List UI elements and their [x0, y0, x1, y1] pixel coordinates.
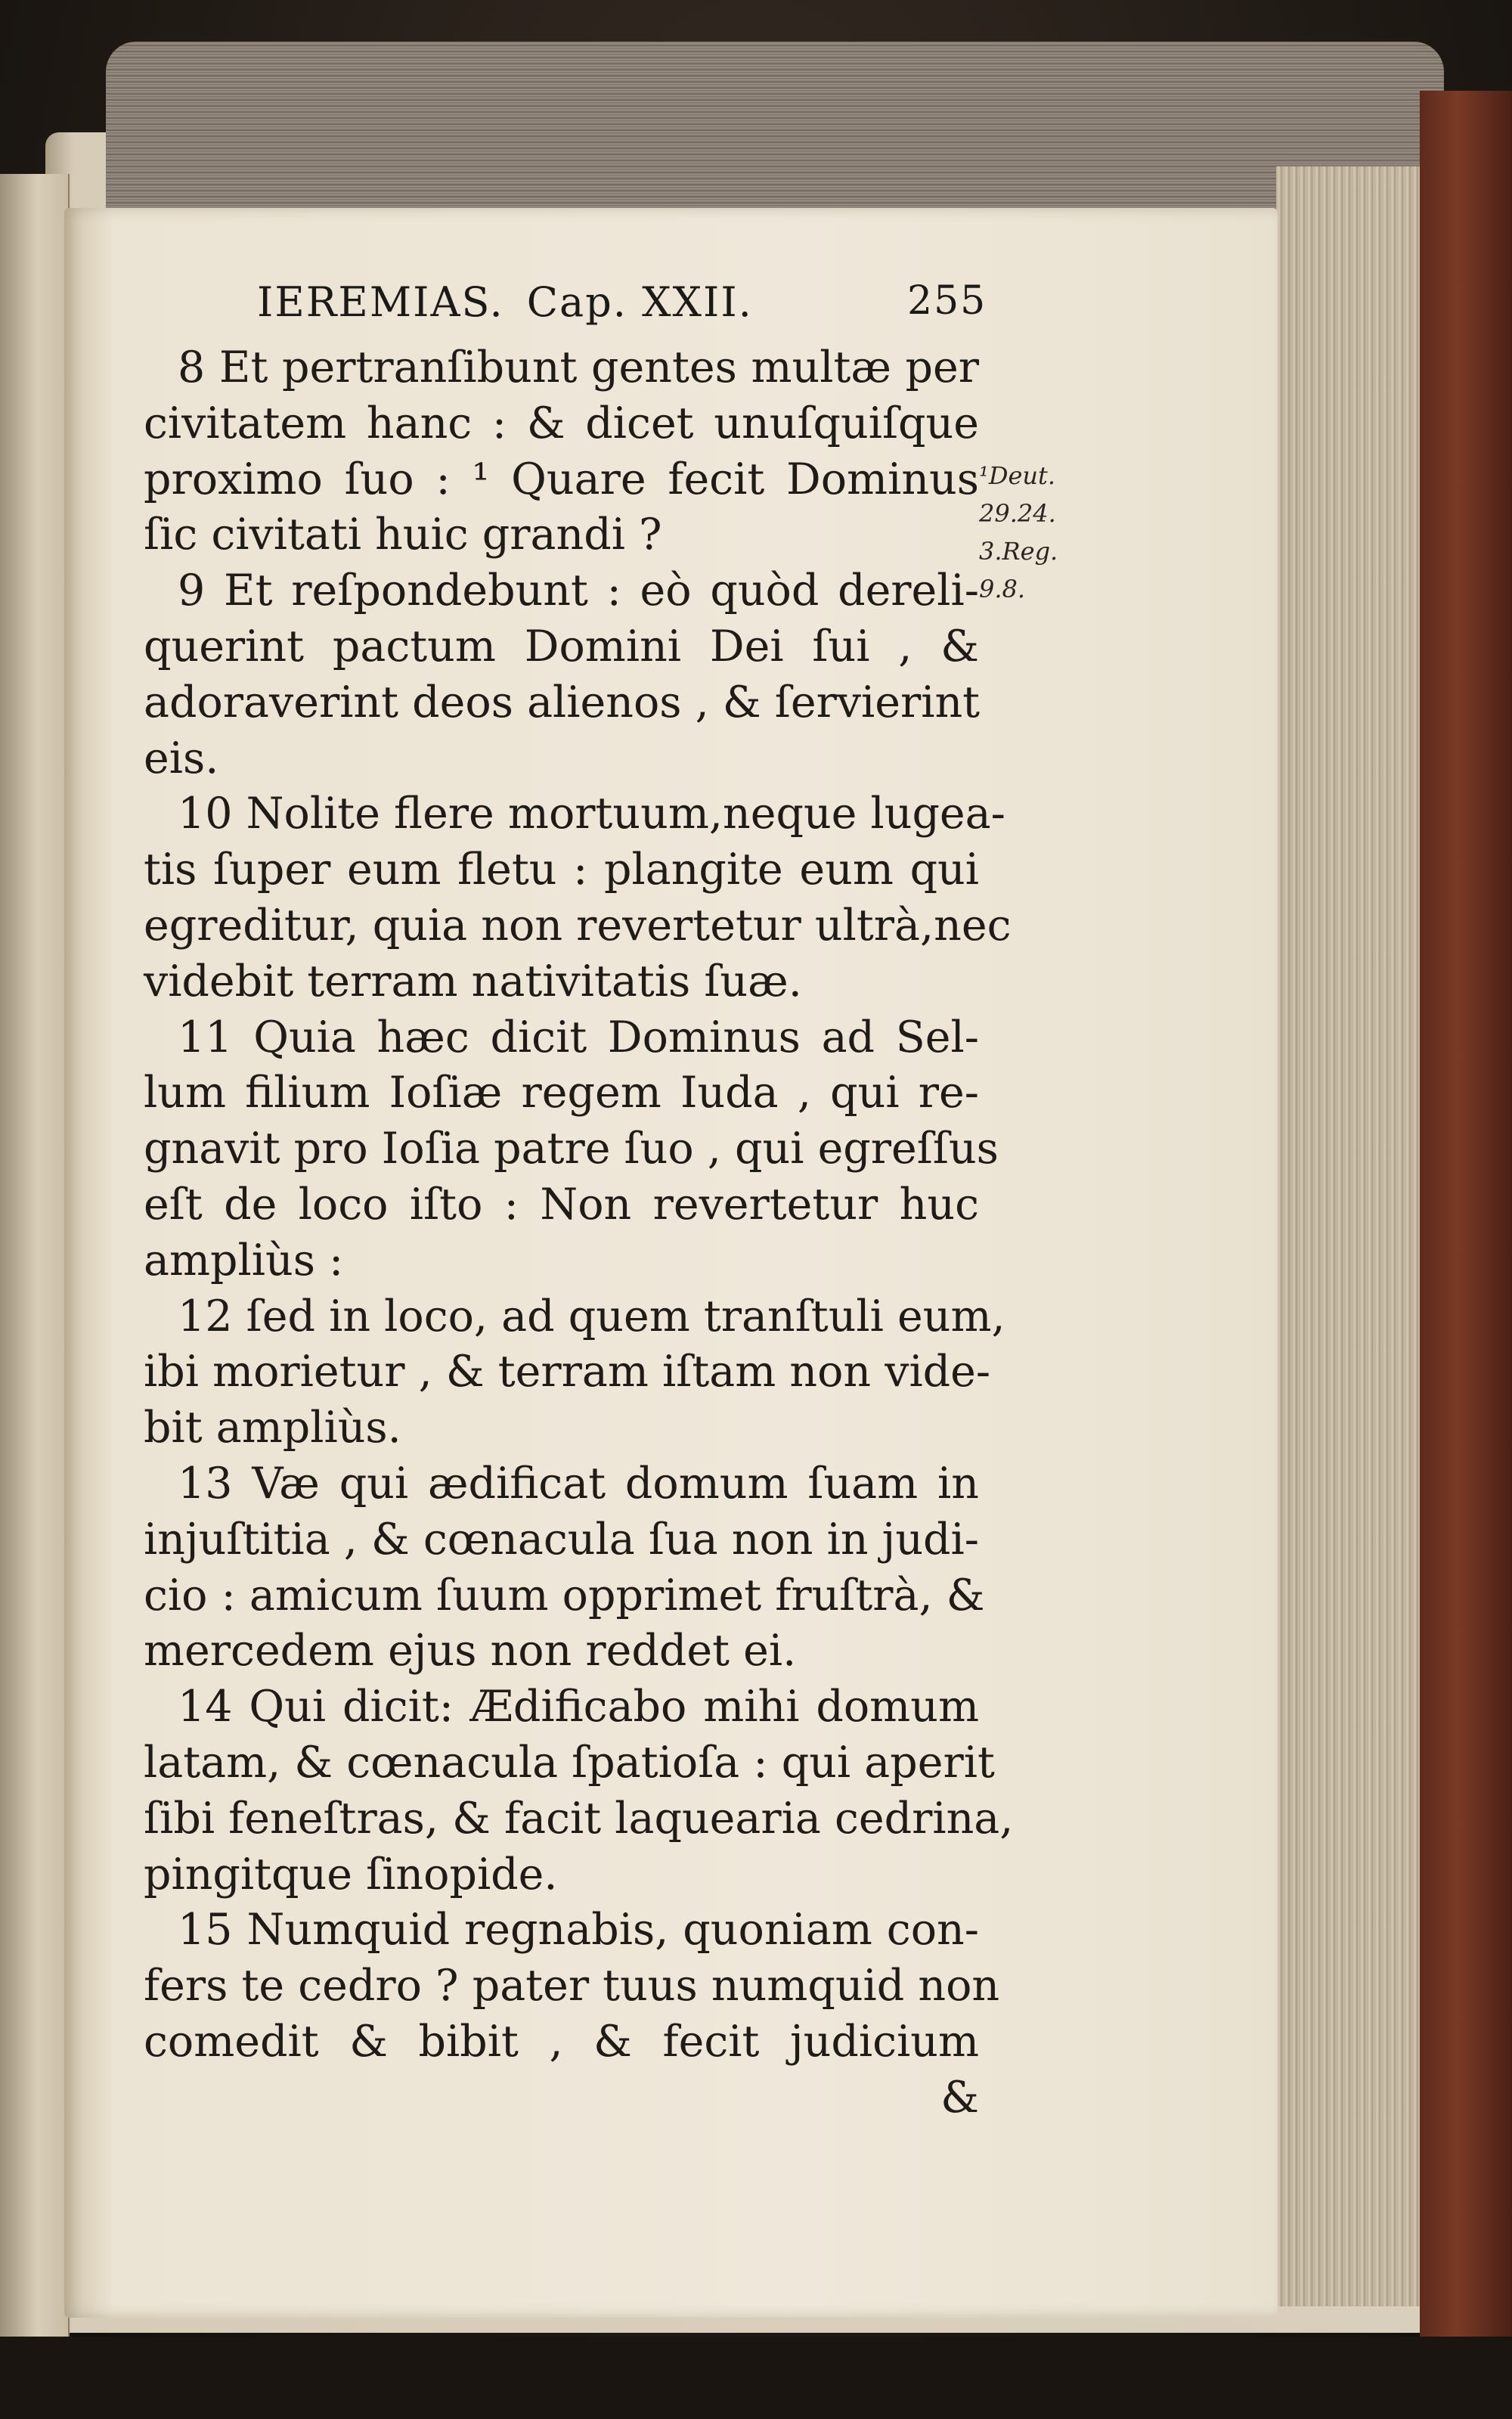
text-line: tis ſuper eum fletu : plangite eum qui	[144, 845, 979, 895]
text-line: 10 Nolite flere mortuum,neque lugea-	[178, 789, 1005, 839]
text-line: eis.	[144, 733, 219, 783]
text-line: ibi morietur , & terram iſtam non vide-	[144, 1347, 991, 1397]
text-line: comedit & bibit , & fecit judicium	[144, 2016, 979, 2067]
text-line: latam, & cœnacula ſpatioſa : qui aperit	[144, 1737, 995, 1788]
text-line: querint pactum Domini Dei ſui , &	[144, 621, 979, 671]
text-line: proximo ſuo : ¹ Quare fecit Dominus	[144, 454, 979, 504]
text-line: ampliùs :	[144, 1235, 344, 1285]
text-line: mercedem ejus non reddet ei.	[144, 1626, 797, 1676]
text-line: 14 Qui dicit: Ædificabo mihi domum	[178, 1682, 979, 1732]
margin-note: 3.Reg.	[979, 537, 1058, 566]
page-fore-edge	[1276, 166, 1420, 2306]
text-line: fers te cedro ? pater tuus numquid non	[144, 1961, 1000, 2011]
text-line: 8 Et pertranſibunt gentes multæ per	[178, 343, 979, 392]
text-line: civitatem hanc : & dicet unuſquiſque	[144, 398, 979, 448]
text-line: eſt de loco iſto : Non revertetur huc	[144, 1179, 979, 1230]
running-header-chapter: Cap. XXII.	[526, 278, 753, 326]
text-line: lum filium Ioſiæ regem Iuda , qui re-	[144, 1068, 979, 1118]
text-line: egreditur, quia non revertetur ultrà,nec	[144, 900, 1012, 951]
text-line: cio : amicum ſuum opprimet fruſtrà, &	[144, 1570, 985, 1620]
margin-note: 29.24.	[979, 499, 1056, 528]
text-line: injuſtitia , & cœnacula ſua non in judi-	[144, 1514, 980, 1565]
text-line: ſibi feneſtras, & facit laquearia cedrina,	[144, 1793, 1014, 1844]
catchword: &	[940, 2072, 979, 2123]
text-line: 15 Numquid regnabis, quoniam con-	[178, 1905, 979, 1955]
text-line: ſic civitati huic grandi ?	[144, 510, 662, 560]
facing-page-edge	[0, 174, 70, 2344]
margin-note: 9.8.	[979, 575, 1026, 603]
text-line: 11 Quia hæc dicit Dominus ad Sel-	[178, 1012, 979, 1062]
margin-note: ¹Deut.	[979, 461, 1056, 490]
text-line: bit ampliùs.	[144, 1403, 401, 1453]
text-line: adoraverint deos alienos , & ſervierint	[144, 677, 981, 727]
text-line: pingitque ſinopide.	[144, 1849, 558, 1900]
running-header-book: IEREMIAS.	[257, 278, 504, 326]
leather-cover	[1420, 91, 1512, 2359]
bottom-shadow	[0, 2337, 1512, 2419]
text-line: 13 Væ qui ædificat domum ſuam in	[178, 1458, 979, 1509]
running-header	[257, 278, 1013, 339]
page-top-edge	[106, 42, 1444, 216]
text-line: 12 ſed in loco, ad quem tranſtuli eum,	[178, 1291, 1005, 1341]
text-line: videbit terram nativitatis ſuæ.	[144, 956, 802, 1006]
text-line: gnavit pro Ioſia patre ſuo , qui egreſſus	[144, 1124, 999, 1174]
page-number: 255	[907, 278, 987, 324]
text-line: 9 Et reſpondebunt : eò quòd dereli-	[178, 566, 979, 616]
